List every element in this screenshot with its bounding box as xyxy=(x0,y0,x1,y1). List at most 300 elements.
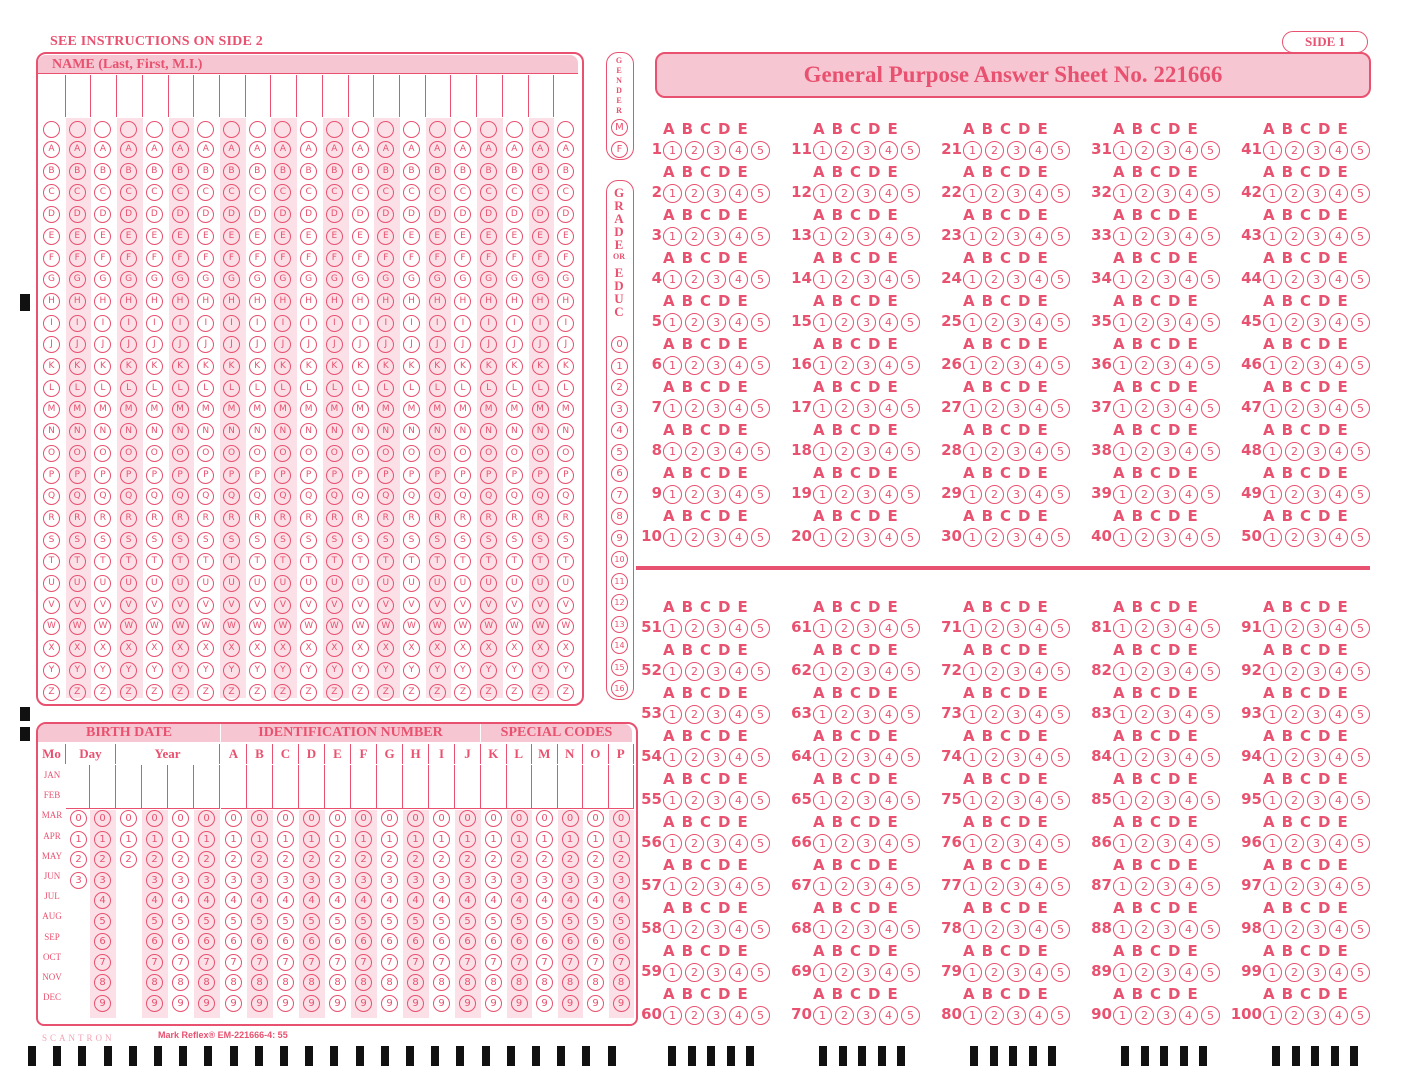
digit-bubble[interactable]: 7 xyxy=(587,954,604,971)
letter-bubble[interactable]: P xyxy=(480,467,497,484)
letter-bubble[interactable]: X xyxy=(506,640,523,657)
digit-bubble[interactable]: 2 xyxy=(225,851,242,868)
letter-bubble[interactable]: D xyxy=(480,206,497,223)
letter-bubble[interactable]: I xyxy=(480,315,497,332)
answer-bubble[interactable]: 5 xyxy=(751,834,770,853)
answer-bubble[interactable]: 5 xyxy=(901,877,920,896)
letter-bubble[interactable]: H xyxy=(403,293,420,310)
answer-bubble[interactable]: 5 xyxy=(1201,442,1220,461)
letter-bubble[interactable]: O xyxy=(506,445,523,462)
letter-bubble[interactable]: B xyxy=(352,163,369,180)
digit-bubble[interactable]: 7 xyxy=(355,954,372,971)
digit-bubble[interactable]: 0 xyxy=(251,810,268,827)
letter-bubble[interactable]: B xyxy=(506,163,523,180)
answer-bubble[interactable]: 3 xyxy=(1157,141,1176,160)
letter-bubble[interactable]: A xyxy=(403,141,420,158)
digit-bubble[interactable]: 3 xyxy=(225,872,242,889)
letter-bubble[interactable]: F xyxy=(146,250,163,267)
letter-bubble[interactable]: I xyxy=(403,315,420,332)
answer-bubble[interactable]: 4 xyxy=(879,877,898,896)
digit-bubble[interactable]: 4 xyxy=(381,892,398,909)
digit-bubble[interactable]: 1 xyxy=(329,831,346,848)
answer-bubble[interactable]: 3 xyxy=(1307,705,1326,724)
gender-bubble[interactable]: F xyxy=(611,141,628,158)
letter-bubble[interactable]: T xyxy=(326,553,343,570)
letter-bubble[interactable]: K xyxy=(557,358,574,375)
letter-bubble[interactable]: U xyxy=(532,575,549,592)
answer-bubble[interactable]: 5 xyxy=(1351,834,1370,853)
letter-bubble[interactable]: J xyxy=(506,336,523,353)
answer-bubble[interactable]: 5 xyxy=(751,528,770,547)
answer-bubble[interactable]: 4 xyxy=(879,920,898,939)
digit-bubble[interactable]: 3 xyxy=(251,872,268,889)
letter-bubble[interactable]: U xyxy=(326,575,343,592)
digit-bubble[interactable]: 4 xyxy=(303,892,320,909)
digit-bubble[interactable]: 7 xyxy=(146,954,163,971)
answer-bubble[interactable]: 2 xyxy=(835,619,854,638)
letter-bubble[interactable]: F xyxy=(352,250,369,267)
letter-bubble[interactable]: A xyxy=(506,141,523,158)
letter-bubble[interactable]: X xyxy=(94,640,111,657)
letter-bubble[interactable]: U xyxy=(223,575,240,592)
grade-bubble[interactable]: 1 xyxy=(611,358,628,375)
letter-bubble[interactable]: Z xyxy=(454,684,471,701)
letter-bubble[interactable]: A xyxy=(69,141,86,158)
answer-bubble[interactable]: 4 xyxy=(1329,791,1348,810)
digit-bubble[interactable]: 1 xyxy=(381,831,398,848)
letter-bubble[interactable]: J xyxy=(326,336,343,353)
answer-bubble[interactable]: 3 xyxy=(1157,270,1176,289)
letter-bubble[interactable]: W xyxy=(506,618,523,635)
letter-bubble[interactable]: X xyxy=(403,640,420,657)
answer-bubble[interactable]: 1 xyxy=(963,528,982,547)
letter-bubble[interactable]: S xyxy=(172,532,189,549)
digit-bubble[interactable]: 2 xyxy=(94,851,111,868)
letter-bubble[interactable]: G xyxy=(454,271,471,288)
digit-bubble[interactable]: 4 xyxy=(277,892,294,909)
letter-bubble[interactable]: W xyxy=(223,618,240,635)
answer-bubble[interactable]: 1 xyxy=(1263,528,1282,547)
answer-bubble[interactable]: 4 xyxy=(729,141,748,160)
digit-bubble[interactable]: 3 xyxy=(198,872,215,889)
letter-bubble[interactable]: E xyxy=(454,228,471,245)
answer-bubble[interactable]: 4 xyxy=(1329,748,1348,767)
letter-bubble[interactable]: T xyxy=(506,553,523,570)
answer-bubble[interactable]: 2 xyxy=(1135,356,1154,375)
answer-bubble[interactable]: 4 xyxy=(879,791,898,810)
answer-bubble[interactable]: 5 xyxy=(1351,442,1370,461)
answer-bubble[interactable]: 1 xyxy=(663,485,682,504)
answer-bubble[interactable]: 3 xyxy=(1307,399,1326,418)
answer-bubble[interactable]: 3 xyxy=(707,227,726,246)
digit-bubble[interactable]: 9 xyxy=(536,995,553,1012)
digit-bubble[interactable]: 1 xyxy=(277,831,294,848)
answer-bubble[interactable]: 3 xyxy=(707,834,726,853)
answer-bubble[interactable]: 1 xyxy=(813,399,832,418)
answer-bubble[interactable]: 2 xyxy=(985,184,1004,203)
letter-bubble[interactable]: W xyxy=(403,618,420,635)
digit-bubble[interactable]: 9 xyxy=(433,995,450,1012)
letter-bubble[interactable]: L xyxy=(120,380,137,397)
answer-bubble[interactable]: 1 xyxy=(1113,442,1132,461)
letter-bubble[interactable]: K xyxy=(249,358,266,375)
letter-bubble[interactable]: K xyxy=(223,358,240,375)
blank-bubble[interactable] xyxy=(480,121,497,138)
letter-bubble[interactable]: K xyxy=(429,358,446,375)
letter-bubble[interactable]: C xyxy=(223,184,240,201)
letter-bubble[interactable]: P xyxy=(300,467,317,484)
letter-bubble[interactable]: K xyxy=(146,358,163,375)
answer-bubble[interactable]: 2 xyxy=(1135,184,1154,203)
digit-bubble[interactable]: 9 xyxy=(277,995,294,1012)
digit-bubble[interactable]: 6 xyxy=(225,933,242,950)
letter-bubble[interactable]: I xyxy=(429,315,446,332)
letter-bubble[interactable]: C xyxy=(403,184,420,201)
answer-bubble[interactable]: 5 xyxy=(1051,877,1070,896)
digit-bubble[interactable]: 2 xyxy=(511,851,528,868)
letter-bubble[interactable]: V xyxy=(43,597,60,614)
letter-bubble[interactable]: O xyxy=(454,445,471,462)
answer-bubble[interactable]: 4 xyxy=(1329,399,1348,418)
digit-bubble[interactable]: 2 xyxy=(198,851,215,868)
digit-bubble[interactable]: 5 xyxy=(225,913,242,930)
answer-bubble[interactable]: 2 xyxy=(835,748,854,767)
answer-bubble[interactable]: 3 xyxy=(707,1006,726,1025)
answer-bubble[interactable]: 5 xyxy=(901,399,920,418)
letter-bubble[interactable]: B xyxy=(274,163,291,180)
letter-bubble[interactable]: E xyxy=(480,228,497,245)
letter-bubble[interactable]: W xyxy=(94,618,111,635)
letter-bubble[interactable]: C xyxy=(352,184,369,201)
answer-bubble[interactable]: 5 xyxy=(1351,920,1370,939)
answer-bubble[interactable]: 3 xyxy=(1007,227,1026,246)
answer-bubble[interactable]: 2 xyxy=(1285,920,1304,939)
grade-bubble[interactable]: 15 xyxy=(611,659,628,676)
answer-bubble[interactable]: 2 xyxy=(1285,705,1304,724)
letter-bubble[interactable]: Z xyxy=(146,684,163,701)
letter-bubble[interactable]: J xyxy=(172,336,189,353)
digit-bubble[interactable]: 2 xyxy=(381,851,398,868)
letter-bubble[interactable]: L xyxy=(43,380,60,397)
answer-bubble[interactable]: 5 xyxy=(901,963,920,982)
answer-bubble[interactable]: 2 xyxy=(1135,877,1154,896)
answer-bubble[interactable]: 4 xyxy=(1029,442,1048,461)
answer-bubble[interactable]: 5 xyxy=(1351,528,1370,547)
answer-bubble[interactable]: 2 xyxy=(685,705,704,724)
letter-bubble[interactable]: G xyxy=(532,271,549,288)
answer-bubble[interactable]: 2 xyxy=(685,963,704,982)
answer-bubble[interactable]: 2 xyxy=(1135,1006,1154,1025)
answer-bubble[interactable]: 1 xyxy=(1113,227,1132,246)
answer-bubble[interactable]: 2 xyxy=(1135,705,1154,724)
letter-bubble[interactable]: D xyxy=(300,206,317,223)
letter-bubble[interactable]: C xyxy=(480,184,497,201)
answer-bubble[interactable]: 3 xyxy=(857,662,876,681)
letter-bubble[interactable]: Y xyxy=(146,662,163,679)
letter-bubble[interactable]: P xyxy=(69,467,86,484)
letter-bubble[interactable]: Y xyxy=(532,662,549,679)
answer-bubble[interactable]: 5 xyxy=(901,442,920,461)
letter-bubble[interactable]: M xyxy=(172,401,189,418)
answer-bubble[interactable]: 4 xyxy=(729,877,748,896)
letter-bubble[interactable]: I xyxy=(352,315,369,332)
answer-bubble[interactable]: 5 xyxy=(1201,705,1220,724)
letter-bubble[interactable]: J xyxy=(120,336,137,353)
letter-bubble[interactable]: A xyxy=(532,141,549,158)
gender-bubble[interactable]: M xyxy=(611,119,628,136)
answer-bubble[interactable]: 4 xyxy=(1179,920,1198,939)
blank-bubble[interactable] xyxy=(146,121,163,138)
answer-bubble[interactable]: 2 xyxy=(835,399,854,418)
answer-bubble[interactable]: 4 xyxy=(1179,399,1198,418)
letter-bubble[interactable]: N xyxy=(429,423,446,440)
letter-bubble[interactable]: T xyxy=(94,553,111,570)
answer-bubble[interactable]: 4 xyxy=(1329,442,1348,461)
answer-bubble[interactable]: 3 xyxy=(1157,748,1176,767)
letter-bubble[interactable]: R xyxy=(506,510,523,527)
digit-bubble[interactable]: 2 xyxy=(146,851,163,868)
letter-bubble[interactable]: U xyxy=(557,575,574,592)
letter-bubble[interactable]: V xyxy=(172,597,189,614)
letter-bubble[interactable]: B xyxy=(300,163,317,180)
digit-bubble[interactable]: 0 xyxy=(120,810,137,827)
answer-bubble[interactable]: 3 xyxy=(1307,791,1326,810)
digit-bubble[interactable]: 2 xyxy=(251,851,268,868)
answer-bubble[interactable]: 1 xyxy=(663,748,682,767)
letter-bubble[interactable]: P xyxy=(377,467,394,484)
answer-bubble[interactable]: 2 xyxy=(685,270,704,289)
digit-bubble[interactable]: 2 xyxy=(172,851,189,868)
answer-bubble[interactable]: 4 xyxy=(1029,528,1048,547)
letter-bubble[interactable]: E xyxy=(69,228,86,245)
digit-bubble[interactable]: 0 xyxy=(511,810,528,827)
letter-bubble[interactable]: I xyxy=(557,315,574,332)
answer-bubble[interactable]: 1 xyxy=(1263,877,1282,896)
answer-bubble[interactable]: 1 xyxy=(663,1006,682,1025)
answer-bubble[interactable]: 2 xyxy=(1135,528,1154,547)
digit-bubble[interactable]: 2 xyxy=(277,851,294,868)
letter-bubble[interactable]: G xyxy=(172,271,189,288)
letter-bubble[interactable]: F xyxy=(429,250,446,267)
answer-bubble[interactable]: 3 xyxy=(857,791,876,810)
answer-bubble[interactable]: 3 xyxy=(1007,270,1026,289)
letter-bubble[interactable]: N xyxy=(120,423,137,440)
answer-bubble[interactable]: 5 xyxy=(751,270,770,289)
answer-bubble[interactable]: 4 xyxy=(1179,791,1198,810)
answer-bubble[interactable]: 2 xyxy=(1135,485,1154,504)
answer-bubble[interactable]: 1 xyxy=(1113,270,1132,289)
answer-bubble[interactable]: 1 xyxy=(1113,662,1132,681)
answer-bubble[interactable]: 4 xyxy=(729,442,748,461)
answer-bubble[interactable]: 5 xyxy=(1201,270,1220,289)
answer-bubble[interactable]: 3 xyxy=(707,141,726,160)
letter-bubble[interactable]: A xyxy=(43,141,60,158)
answer-bubble[interactable]: 4 xyxy=(1179,619,1198,638)
answer-bubble[interactable]: 2 xyxy=(685,834,704,853)
digit-bubble[interactable]: 2 xyxy=(355,851,372,868)
blank-bubble[interactable] xyxy=(532,121,549,138)
letter-bubble[interactable]: O xyxy=(249,445,266,462)
digit-bubble[interactable]: 3 xyxy=(433,872,450,889)
letter-bubble[interactable]: U xyxy=(454,575,471,592)
letter-bubble[interactable]: W xyxy=(352,618,369,635)
letter-bubble[interactable]: M xyxy=(532,401,549,418)
answer-bubble[interactable]: 2 xyxy=(835,485,854,504)
answer-bubble[interactable]: 2 xyxy=(1285,748,1304,767)
answer-bubble[interactable]: 1 xyxy=(663,834,682,853)
letter-bubble[interactable]: Y xyxy=(274,662,291,679)
digit-bubble[interactable]: 0 xyxy=(329,810,346,827)
letter-bubble[interactable]: V xyxy=(223,597,240,614)
letter-bubble[interactable]: Z xyxy=(377,684,394,701)
answer-bubble[interactable]: 5 xyxy=(751,619,770,638)
letter-bubble[interactable]: L xyxy=(506,380,523,397)
letter-bubble[interactable]: T xyxy=(274,553,291,570)
digit-bubble[interactable]: 9 xyxy=(511,995,528,1012)
letter-bubble[interactable]: Z xyxy=(249,684,266,701)
answer-bubble[interactable]: 2 xyxy=(1135,227,1154,246)
letter-bubble[interactable]: N xyxy=(223,423,240,440)
letter-bubble[interactable]: L xyxy=(377,380,394,397)
digit-bubble[interactable]: 1 xyxy=(146,831,163,848)
letter-bubble[interactable]: E xyxy=(197,228,214,245)
answer-bubble[interactable]: 5 xyxy=(1201,356,1220,375)
answer-bubble[interactable]: 4 xyxy=(1329,877,1348,896)
grade-bubble[interactable]: 11 xyxy=(611,573,628,590)
letter-bubble[interactable]: Y xyxy=(197,662,214,679)
letter-bubble[interactable]: K xyxy=(506,358,523,375)
answer-bubble[interactable]: 1 xyxy=(1113,791,1132,810)
letter-bubble[interactable]: P xyxy=(352,467,369,484)
answer-bubble[interactable]: 5 xyxy=(901,184,920,203)
letter-bubble[interactable]: A xyxy=(197,141,214,158)
answer-bubble[interactable]: 4 xyxy=(1179,141,1198,160)
blank-bubble[interactable] xyxy=(429,121,446,138)
digit-bubble[interactable]: 7 xyxy=(172,954,189,971)
answer-bubble[interactable]: 2 xyxy=(1285,877,1304,896)
digit-bubble[interactable]: 7 xyxy=(329,954,346,971)
digit-bubble[interactable]: 5 xyxy=(613,913,630,930)
letter-bubble[interactable]: I xyxy=(274,315,291,332)
letter-bubble[interactable]: F xyxy=(532,250,549,267)
answer-bubble[interactable]: 1 xyxy=(663,356,682,375)
answer-bubble[interactable]: 4 xyxy=(1029,963,1048,982)
answer-bubble[interactable]: 5 xyxy=(1201,748,1220,767)
answer-bubble[interactable]: 5 xyxy=(1201,227,1220,246)
letter-bubble[interactable]: W xyxy=(454,618,471,635)
letter-bubble[interactable]: D xyxy=(172,206,189,223)
answer-bubble[interactable]: 3 xyxy=(1007,442,1026,461)
letter-bubble[interactable]: O xyxy=(274,445,291,462)
letter-bubble[interactable]: P xyxy=(274,467,291,484)
grade-bubble[interactable]: 2 xyxy=(611,379,628,396)
digit-bubble[interactable]: 9 xyxy=(303,995,320,1012)
digit-bubble[interactable]: 1 xyxy=(587,831,604,848)
letter-bubble[interactable]: O xyxy=(120,445,137,462)
letter-bubble[interactable]: F xyxy=(480,250,497,267)
answer-bubble[interactable]: 2 xyxy=(985,442,1004,461)
answer-bubble[interactable]: 5 xyxy=(1201,834,1220,853)
digit-bubble[interactable]: 5 xyxy=(407,913,424,930)
digit-bubble[interactable]: 2 xyxy=(562,851,579,868)
answer-bubble[interactable]: 4 xyxy=(1029,662,1048,681)
letter-bubble[interactable]: P xyxy=(249,467,266,484)
digit-bubble[interactable]: 2 xyxy=(407,851,424,868)
answer-bubble[interactable]: 5 xyxy=(1051,963,1070,982)
letter-bubble[interactable]: K xyxy=(403,358,420,375)
letter-bubble[interactable]: R xyxy=(480,510,497,527)
answer-bubble[interactable]: 4 xyxy=(879,619,898,638)
answer-bubble[interactable]: 3 xyxy=(1157,485,1176,504)
answer-bubble[interactable]: 2 xyxy=(835,184,854,203)
letter-bubble[interactable]: M xyxy=(326,401,343,418)
letter-bubble[interactable]: J xyxy=(557,336,574,353)
letter-bubble[interactable]: G xyxy=(43,271,60,288)
answer-bubble[interactable]: 2 xyxy=(1285,399,1304,418)
answer-bubble[interactable]: 2 xyxy=(685,141,704,160)
answer-bubble[interactable]: 4 xyxy=(1029,791,1048,810)
answer-bubble[interactable]: 2 xyxy=(835,528,854,547)
answer-bubble[interactable]: 5 xyxy=(1051,705,1070,724)
blank-bubble[interactable] xyxy=(352,121,369,138)
digit-bubble[interactable]: 9 xyxy=(94,995,111,1012)
letter-bubble[interactable]: U xyxy=(172,575,189,592)
letter-bubble[interactable]: N xyxy=(454,423,471,440)
answer-bubble[interactable]: 4 xyxy=(879,442,898,461)
letter-bubble[interactable]: W xyxy=(326,618,343,635)
digit-bubble[interactable]: 6 xyxy=(587,933,604,950)
answer-bubble[interactable]: 5 xyxy=(1351,141,1370,160)
letter-bubble[interactable]: Z xyxy=(274,684,291,701)
digit-bubble[interactable]: 7 xyxy=(536,954,553,971)
answer-bubble[interactable]: 5 xyxy=(1051,313,1070,332)
letter-bubble[interactable]: Z xyxy=(532,684,549,701)
letter-bubble[interactable]: Y xyxy=(120,662,137,679)
letter-bubble[interactable]: O xyxy=(94,445,111,462)
digit-bubble[interactable]: 3 xyxy=(277,872,294,889)
digit-bubble[interactable]: 0 xyxy=(407,810,424,827)
answer-bubble[interactable]: 5 xyxy=(1201,662,1220,681)
answer-bubble[interactable]: 1 xyxy=(813,705,832,724)
answer-bubble[interactable]: 4 xyxy=(1329,662,1348,681)
answer-bubble[interactable]: 5 xyxy=(1201,141,1220,160)
digit-bubble[interactable]: 8 xyxy=(198,974,215,991)
letter-bubble[interactable]: H xyxy=(146,293,163,310)
answer-bubble[interactable]: 1 xyxy=(1263,705,1282,724)
answer-bubble[interactable]: 2 xyxy=(1285,184,1304,203)
answer-bubble[interactable]: 4 xyxy=(879,834,898,853)
answer-bubble[interactable]: 3 xyxy=(1157,399,1176,418)
letter-bubble[interactable]: Z xyxy=(557,684,574,701)
letter-bubble[interactable]: B xyxy=(94,163,111,180)
letter-bubble[interactable]: L xyxy=(429,380,446,397)
letter-bubble[interactable]: I xyxy=(532,315,549,332)
answer-bubble[interactable]: 5 xyxy=(1051,791,1070,810)
answer-bubble[interactable]: 3 xyxy=(857,1006,876,1025)
answer-bubble[interactable]: 1 xyxy=(1113,184,1132,203)
letter-bubble[interactable]: G xyxy=(480,271,497,288)
letter-bubble[interactable]: S xyxy=(274,532,291,549)
answer-bubble[interactable]: 2 xyxy=(685,485,704,504)
answer-bubble[interactable]: 4 xyxy=(729,485,748,504)
letter-bubble[interactable]: Q xyxy=(532,488,549,505)
letter-bubble[interactable]: T xyxy=(223,553,240,570)
answer-bubble[interactable]: 4 xyxy=(1329,270,1348,289)
digit-bubble[interactable]: 6 xyxy=(407,933,424,950)
letter-bubble[interactable]: R xyxy=(43,510,60,527)
digit-bubble[interactable]: 4 xyxy=(407,892,424,909)
letter-bubble[interactable]: S xyxy=(480,532,497,549)
